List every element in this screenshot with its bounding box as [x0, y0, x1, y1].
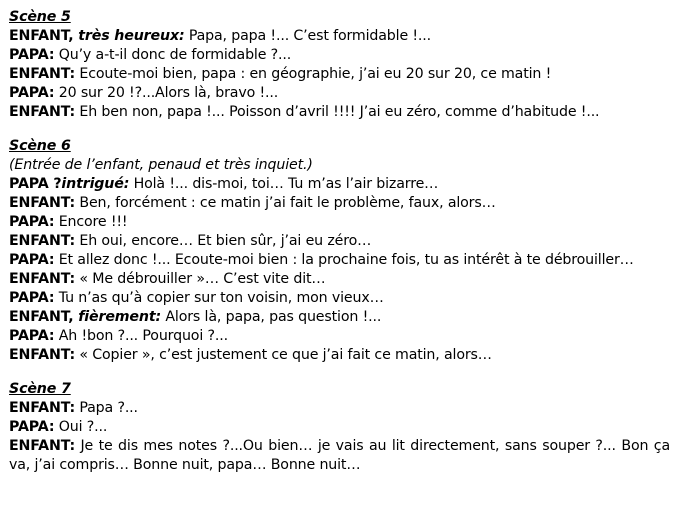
line-text: Et allez donc !... Ecoute-moi bien : la prochaine fois, tu as intérêt à te débrouiller…: [54, 252, 634, 268]
dialogue-line: [9, 213, 670, 232]
speaker: PAPA:: [9, 214, 55, 230]
speaker: ENFANT:: [9, 104, 76, 120]
dialogue-line: [9, 251, 670, 270]
dialogue-line: [9, 103, 670, 122]
scene-6: [9, 137, 670, 365]
speaker: ENFANT:: [9, 66, 76, 82]
dialogue-line: [9, 65, 670, 84]
speaker: PAPA:: [9, 47, 55, 63]
line-text: Alors là, papa, pas question !...: [161, 309, 382, 325]
line-text: Encore !!!: [54, 214, 128, 230]
dialogue-line: [9, 346, 670, 365]
dialogue-line: [9, 270, 670, 289]
speaker: ENFANT,: [9, 309, 74, 325]
line-text: « Me débrouiller »… C’est vite dit…: [75, 271, 326, 287]
dialogue-line: [9, 232, 670, 251]
line-text: Papa, papa !... C’est formidable !...: [184, 28, 431, 44]
speaker: ENFANT:: [9, 195, 76, 211]
scene-7: [9, 380, 670, 475]
speaker-qualifier: fièrement:: [73, 309, 162, 325]
speaker: ENFANT:: [9, 347, 76, 363]
line-text: Eh oui, encore… Et bien sûr, j’ai eu zéro…: [75, 233, 372, 249]
speaker: ENFANT:: [9, 400, 76, 416]
dialogue-line: [9, 194, 670, 213]
dialogue-line: [9, 399, 670, 418]
scene-title: Scène 7: [9, 381, 71, 397]
speaker-qualifier: très heureux:: [73, 28, 185, 44]
scene-title: Scène 6: [9, 138, 71, 154]
line-text: Ah !bon ?... Pourquoi ?...: [54, 328, 228, 344]
speaker: PAPA:: [9, 419, 55, 435]
document-page: [9, 8, 670, 490]
speaker: ENFANT,: [9, 28, 74, 44]
speaker: PAPA:: [9, 328, 55, 344]
line-text: Qu’y a-t-il donc de formidable ?...: [54, 47, 292, 63]
line-text: Eh ben non, papa !... Poisson d’avril !!!! J’ai eu zéro, comme d’habitude !...: [75, 104, 600, 120]
dialogue-line: [9, 437, 670, 475]
line-text: Ecoute-moi bien, papa : en géographie, j’ai eu 20 sur 20, ce matin !: [75, 66, 552, 82]
dialogue-line: [9, 327, 670, 346]
dialogue-line: [9, 175, 670, 194]
dialogue-line: [9, 308, 670, 327]
line-text: Holà !... dis-moi, toi… Tu m’as l’air bizarre…: [129, 176, 439, 192]
speaker: PAPA:: [9, 85, 55, 101]
speaker: ENFANT:: [9, 271, 76, 287]
dialogue-line: [9, 289, 670, 308]
speaker: ENFANT:: [9, 438, 76, 454]
line-text: Papa ?...: [75, 400, 138, 416]
scene-5: [9, 8, 670, 122]
speaker: PAPA ?: [9, 176, 62, 192]
dialogue-line: [9, 418, 670, 437]
dialogue-line: [9, 27, 670, 46]
line-text: Tu n’as qu’à copier sur ton voisin, mon vieux…: [54, 290, 384, 306]
line-text: Je te dis mes notes ?...Ou bien… je vais au lit directement, sans souper ?... Bon ça va, j’ai compris… Bonne nuit, papa… Bonne nuit…: [9, 438, 670, 473]
line-text: « Copier », c’est justement ce que j’ai fait ce matin, alors…: [75, 347, 492, 363]
line-text: 20 sur 20 !?...Alors là, bravo !...: [54, 85, 279, 101]
dialogue-line: [9, 46, 670, 65]
stage-direction: (Entrée de l’enfant, penaud et très inquiet.): [9, 157, 313, 173]
line-text: Ben, forcément : ce matin j’ai fait le problème, faux, alors…: [75, 195, 496, 211]
line-text: Oui ?...: [54, 419, 108, 435]
speaker: ENFANT:: [9, 233, 76, 249]
speaker: PAPA:: [9, 290, 55, 306]
speaker: PAPA:: [9, 252, 55, 268]
speaker-qualifier: intrigué:: [61, 176, 130, 192]
dialogue-line: [9, 84, 670, 103]
scene-title: Scène 5: [9, 9, 71, 25]
